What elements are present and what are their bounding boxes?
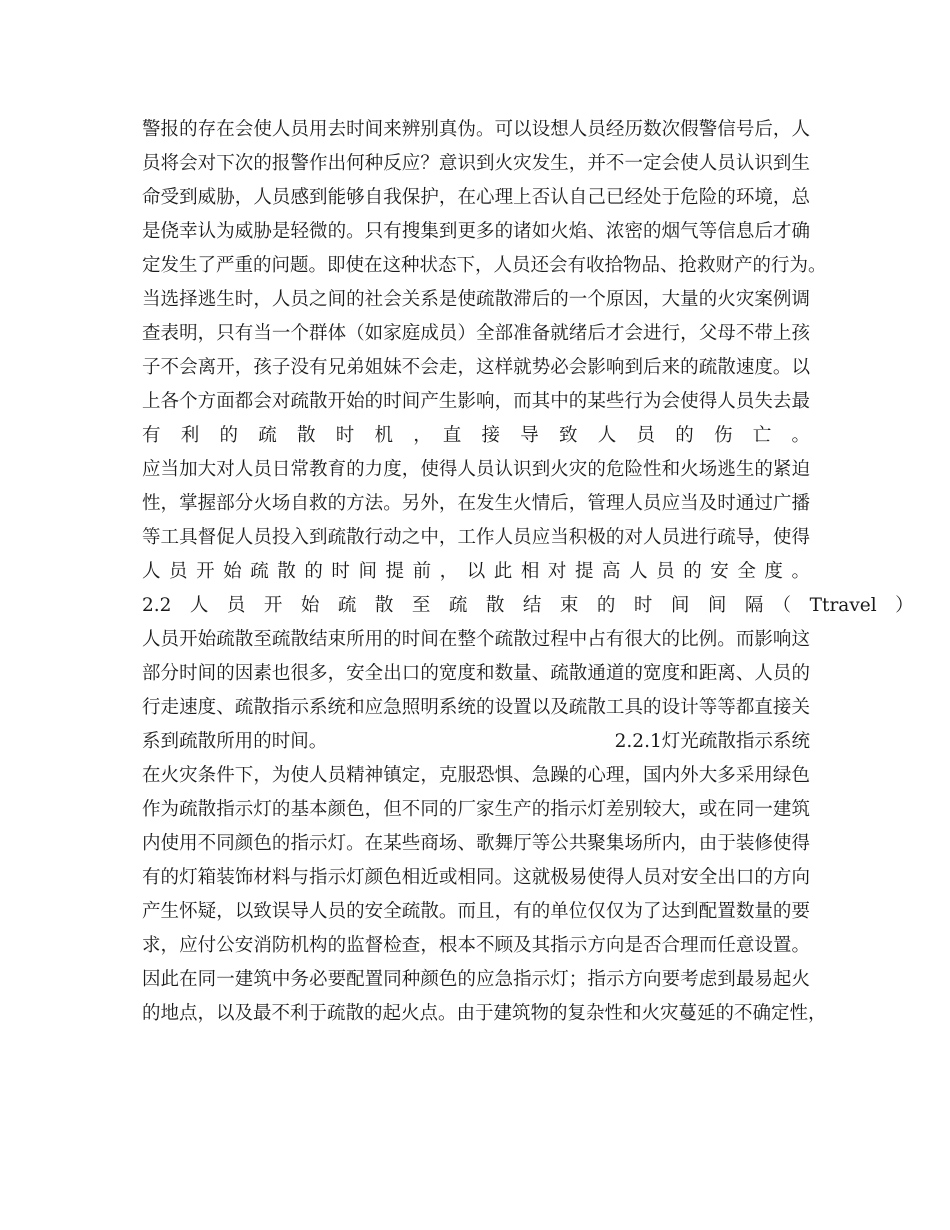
paragraph-line: 有的灯箱装饰材料与指示灯颜色相近或相同。这就极易使得人员对安全出口的方向 xyxy=(142,867,810,888)
paragraph-line: 作为疏散指示灯的基本颜色，但不同的厂家生产的指示灯差别较大，或在同一建筑 xyxy=(142,799,810,820)
paragraph-line: 有 利 的 疏 散 时 机 ， 直 接 导 致 人 员 的 伤 亡 。 xyxy=(142,425,810,446)
paragraph-line: 是侥幸认为威胁是轻微的。只有搜集到更多的诸如火焰、浓密的烟气等信息后才确 xyxy=(142,221,810,242)
paragraph-line: 因此在同一建筑中务必要配置同种颜色的应急指示灯；指示方向要考虑到最易起火 xyxy=(142,969,810,990)
paragraph-line: 应当加大对人员日常教育的力度，使得人员认识到火灾的危险性和火场逃生的紧迫 xyxy=(142,459,810,480)
paragraph-line: 性，掌握部分火场自救的方法。另外，在发生火情后，管理人员应当及时通过广播 xyxy=(142,493,810,514)
paragraph-line: 部分时间的因素也很多，安全出口的宽度和数量、疏散通道的宽度和距离、人员的 xyxy=(142,663,810,684)
section-heading: 2.2 人 员 开 始 疏 散 至 疏 散 结 束 的 时 间 间 隔 （ Ttravel ） xyxy=(142,595,914,616)
paragraph-line: 在火灾条件下，为使人员精神镇定，克服恐惧、急躁的心理，国内外大多采用绿色 xyxy=(142,765,810,786)
paragraph-line: 查表明，只有当一个群体（如家庭成员）全部准备就绪后才会进行，父母不带上孩 xyxy=(142,323,810,344)
paragraph-line: 员将会对下次的报警作出何种反应？意识到火灾发生，并不一定会使人员认识到生 xyxy=(142,153,810,174)
paragraph-line-with-subheading: 系到疏散所用的时间。 2.2.1灯光疏散指示系统 xyxy=(142,731,810,752)
paragraph-line: 命受到威胁，人员感到能够自我保护，在心理上否认自己已经处于危险的环境，总 xyxy=(142,187,810,208)
paragraph-line: 求，应付公安消防机构的监督检查，根本不顾及其指示方向是否合理而任意设置。 xyxy=(142,935,810,956)
paragraph-line: 人员开始疏散至疏散结束所用的时间在整个疏散过程中占有很大的比例。而影响这 xyxy=(142,629,810,650)
paragraph-line: 内使用不同颜色的指示灯。在某些商场、歌舞厅等公共聚集场所内，由于装修使得 xyxy=(142,833,810,854)
paragraph-line: 人 员 开 始 疏 散 的 时 间 提 前 ， 以 此 相 对 提 高 人 员 的 安 全 度 。 xyxy=(142,561,810,582)
paragraph-line: 行走速度、疏散指示系统和应急照明系统的设置以及疏散工具的设计等等都直接关 xyxy=(142,697,810,718)
paragraph-line: 警报的存在会使人员用去时间来辨别真伪。可以设想人员经历数次假警信号后，人 xyxy=(142,119,810,140)
paragraph-line: 等工具督促人员投入到疏散行动之中，工作人员应当积极的对人员进行疏导，使得 xyxy=(142,527,810,548)
paragraph-line: 当选择逃生时，人员之间的社会关系是使疏散滞后的一个原因，大量的火灾案例调 xyxy=(142,289,810,310)
paragraph-line: 产生怀疑，以致误导人员的安全疏散。而且，有的单位仅仅为了达到配置数量的要 xyxy=(142,901,810,922)
paragraph-line: 的地点，以及最不利于疏散的起火点。由于建筑物的复杂性和火灾蔓延的不确定性， xyxy=(142,1003,827,1024)
paragraph-line: 子不会离开，孩子没有兄弟姐妹不会走，这样就势必会影响到后来的疏散速度。以 xyxy=(142,357,810,378)
paragraph-line: 定发生了严重的问题。即使在这种状态下，人员还会有收拾物品、抢救财产的行为。 xyxy=(142,255,827,276)
paragraph-line: 上各个方面都会对疏散开始的时间产生影响，而其中的某些行为会使得人员失去最 xyxy=(142,391,810,412)
